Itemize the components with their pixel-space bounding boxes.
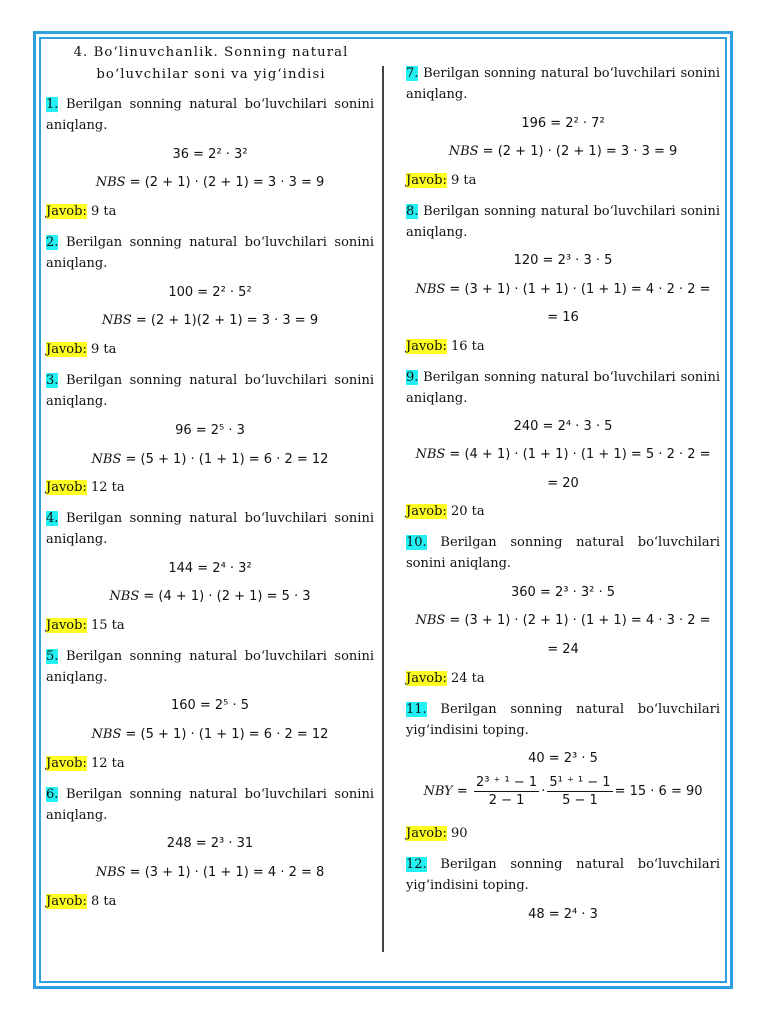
- problem-11-answer: Javob: 90: [406, 826, 468, 841]
- problem-5-answer: Javob: 12 ta: [46, 756, 125, 771]
- problem-4-factorization: 144 = 2⁴ · 3²: [168, 561, 252, 576]
- problem-8-answer: Javob: 16 ta: [406, 339, 485, 354]
- problem-6-factorization: 248 = 2³ · 31: [166, 836, 254, 851]
- problem-8-factorization: 120 = 2³ · 3 · 5: [513, 253, 613, 268]
- problem-3-statement: 3. Berilgan sonning natural bo‘luvchilari sonini aniqlang.: [46, 373, 374, 409]
- problem-5-statement: 5. Berilgan sonning natural bo‘luvchilari sonini aniqlang.: [46, 649, 374, 685]
- problem-7-factorization: 196 = 2² · 7²: [521, 116, 605, 131]
- problem-8-statement: 8. Berilgan sonning natural bo‘luvchilari sonini aniqlang.: [406, 204, 720, 240]
- problem-4-answer: Javob: 15 ta: [46, 618, 125, 633]
- problem-12-factorization: 48 = 2⁴ · 3: [528, 907, 598, 922]
- problem-2-calculation: NBS = (2 + 1)(2 + 1) = 3 · 3 = 9: [101, 313, 319, 328]
- problem-9-calculation: NBS = (4 + 1) · (1 + 1) · (1 + 1) = 5 · 2 · 2 =: [415, 447, 711, 462]
- problem-9-result: = 20: [547, 476, 579, 491]
- problem-10-calculation: NBS = (3 + 1) · (2 + 1) · (1 + 1) = 4 · 3 · 2 =: [415, 613, 711, 628]
- problem-9-factorization: 240 = 2⁴ · 3 · 5: [513, 419, 613, 434]
- problem-text: Berilgan sonning natural bo‘luvchilari sonini aniqlang.: [46, 97, 374, 133]
- problem-7-calculation: NBS = (2 + 1) · (2 + 1) = 3 · 3 = 9: [448, 144, 678, 159]
- problem-10-result: = 24: [547, 642, 579, 657]
- problem-11-statement: 11. Berilgan sonning natural bo‘luvchilari yig‘indisini toping.: [406, 702, 720, 738]
- column-divider: [382, 66, 384, 952]
- problem-8-result: = 16: [547, 310, 579, 325]
- problem-7-answer: Javob: 9 ta: [406, 173, 477, 188]
- problem-10-statement: 10. Berilgan sonning natural bo‘luvchilari sonini aniqlang.: [406, 535, 720, 571]
- problem-6-answer: Javob: 8 ta: [46, 894, 117, 909]
- problem-1-factorization: 36 = 2² · 3²: [172, 147, 248, 162]
- problem-1-calculation: NBS = (2 + 1) · (2 + 1) = 3 · 3 = 9: [95, 175, 325, 190]
- problem-3-factorization: 96 = 2⁵ · 3: [175, 423, 245, 438]
- problem-11-factorization: 40 = 2³ · 5: [528, 751, 598, 766]
- problem-2-statement: 2. Berilgan sonning natural bo‘luvchilari sonini aniqlang.: [46, 235, 374, 271]
- problem-12-statement: 12. Berilgan sonning natural bo‘luvchilari yig‘indisini toping.: [406, 857, 720, 893]
- problem-5-calculation: NBS = (5 + 1) · (1 + 1) = 6 · 2 = 12: [91, 727, 329, 742]
- problem-9-answer: Javob: 20 ta: [406, 504, 485, 519]
- fraction-2: $\frac{\text{5¹ ⁺ ¹ − 1}}{5 - 1}$: [549, 775, 611, 808]
- problem-6-statement: 6. Berilgan sonning natural bo‘luvchilari sonini aniqlang.: [46, 787, 374, 823]
- problem-9-statement: 9. Berilgan sonning natural bo‘luvchilari sonini aniqlang.: [406, 370, 720, 406]
- problem-number: 1.: [46, 97, 59, 112]
- problem-3-calculation: NBS = (5 + 1) · (1 + 1) = 6 · 2 = 12: [91, 452, 329, 467]
- problem-8-calculation: NBS = (3 + 1) · (1 + 1) · (1 + 1) = 4 · 2 · 2 =: [415, 282, 711, 297]
- problem-7-statement: 7. Berilgan sonning natural bo‘luvchilari sonini aniqlang.: [406, 66, 720, 102]
- problem-1-answer: Javob: 9 ta: [46, 204, 117, 219]
- problem-11-calculation: NBY = $\frac{\text{2³ ⁺ ¹ − 1}}{2 - 1}$ · $\frac{\text{5¹ ⁺ ¹ − 1}}{5 - 1}$ = 15 · 6 = 90: [423, 775, 703, 808]
- problem-10-factorization: 360 = 2³ · 3² · 5: [511, 585, 615, 600]
- section-subtitle: bo‘luvchilar soni va yig‘indisi: [96, 67, 326, 82]
- problem-4-statement: 4. Berilgan sonning natural bo‘luvchilari sonini aniqlang.: [46, 511, 374, 547]
- problem-3-answer: Javob: 12 ta: [46, 480, 125, 495]
- problem-4-calculation: NBS = (4 + 1) · (2 + 1) = 5 · 3: [109, 589, 311, 604]
- problem-1-statement: [46, 94, 374, 136]
- problem-10-answer: Javob: 24 ta: [406, 671, 485, 686]
- problem-6-calculation: NBS = (3 + 1) · (1 + 1) = 4 · 2 = 8: [95, 865, 325, 880]
- fraction-1: $\frac{\text{2³ ⁺ ¹ − 1}}{2 - 1}$: [475, 775, 538, 808]
- section-title: 4. Bo‘linuvchanlik. Sonning natural: [73, 45, 349, 60]
- problem-2-answer: Javob: 9 ta: [46, 342, 117, 357]
- problem-2-factorization: 100 = 2² · 5²: [168, 285, 252, 300]
- problem-5-factorization: 160 = 2⁵ · 5: [170, 698, 250, 713]
